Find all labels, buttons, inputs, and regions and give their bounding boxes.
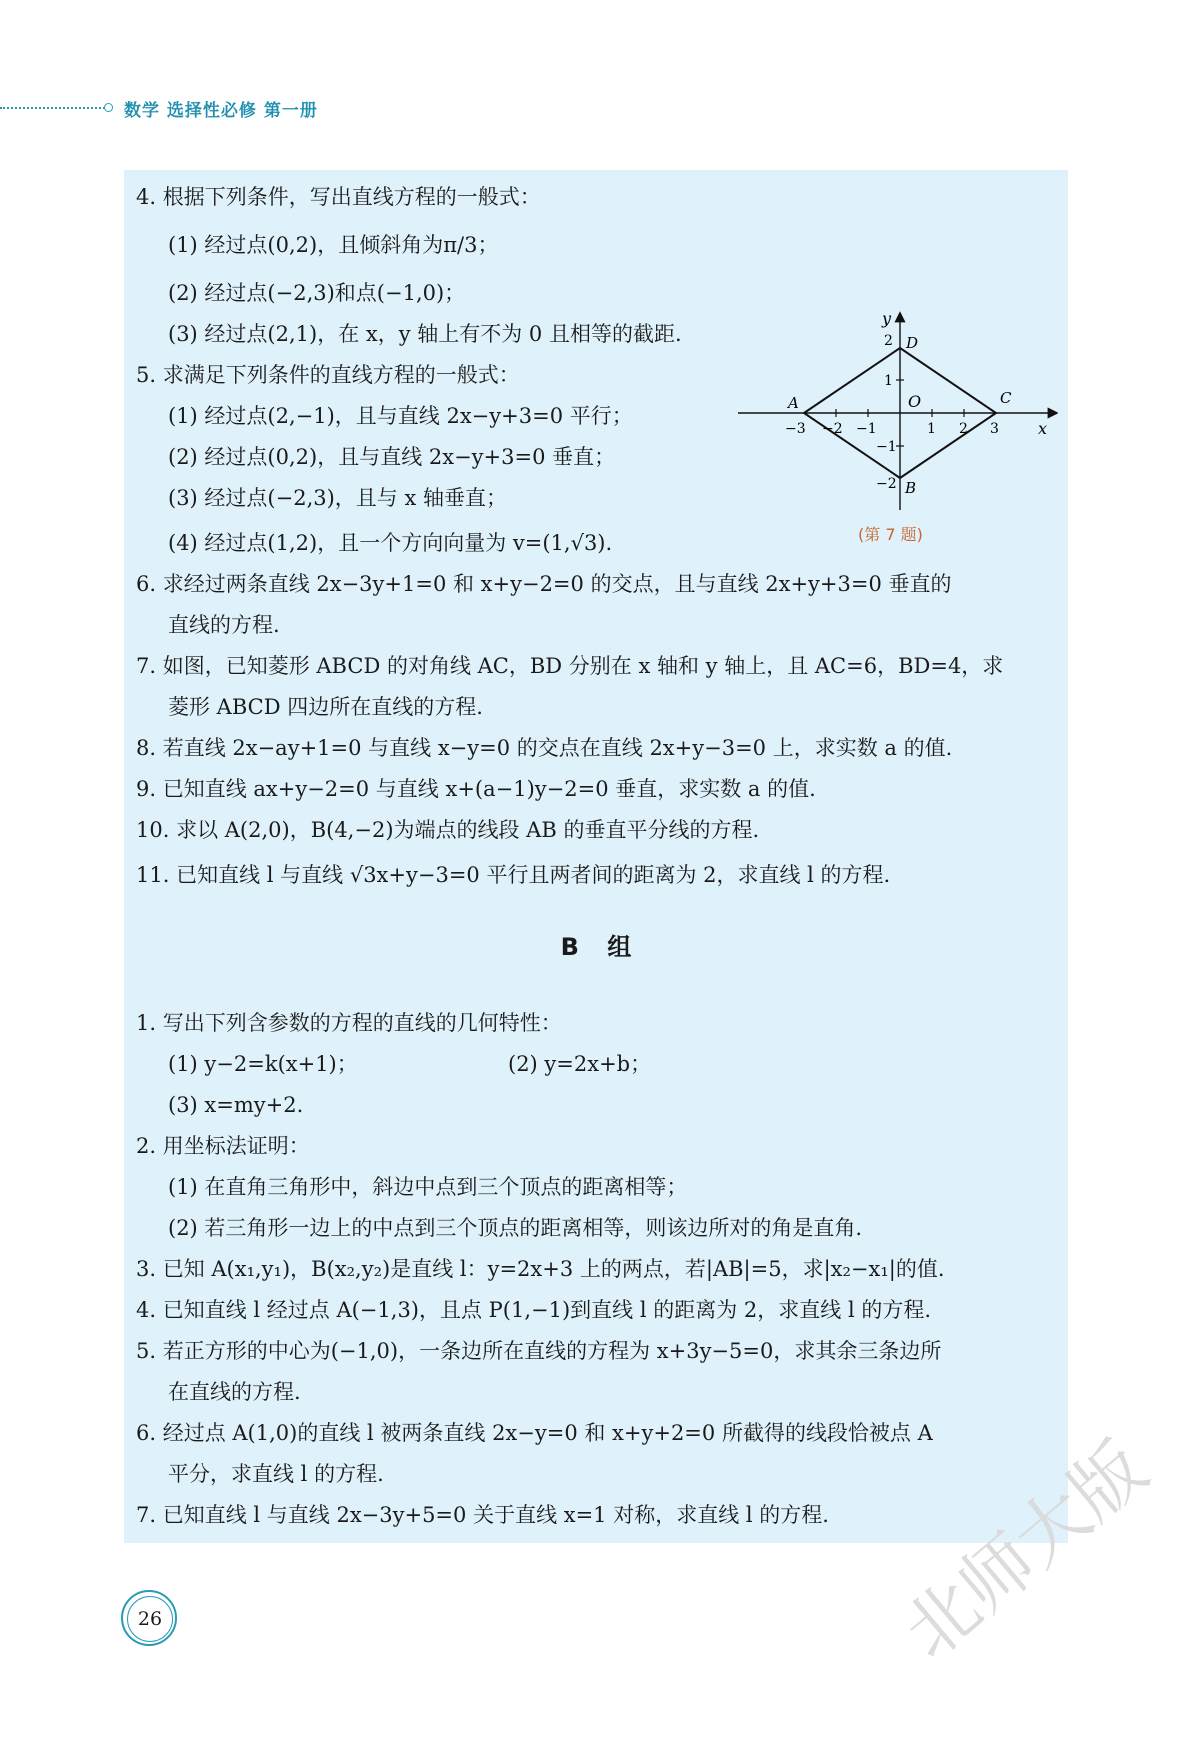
- a-q6-cont: 直线的方程.: [168, 613, 280, 637]
- a-q5-2: (2) 经过点(0,2)，且与直线 2x−y+3=0 垂直；: [168, 445, 616, 469]
- page-number: 26: [127, 1596, 173, 1642]
- origin-label: O: [908, 392, 922, 411]
- rhombus-svg: [738, 310, 1058, 555]
- x-tick-label-m3: −3: [785, 421, 806, 437]
- y-tick-label-1: 1: [884, 373, 893, 389]
- b-q2-1: (1) 在直角三角形中，斜边中点到三个顶点的距离相等；: [168, 1175, 688, 1199]
- x-tick-label-1: 1: [927, 421, 936, 437]
- a-q11: 11. 已知直线 l 与直线 √3x+y−3=0 平行且两者间的距离为 2，求直线 l 的方程.: [136, 863, 891, 887]
- a-q5: 5. 求满足下列条件的直线方程的一般式：: [136, 363, 520, 387]
- a-q4: 4. 根据下列条件，写出直线方程的一般式：: [136, 185, 541, 209]
- header-line: [0, 107, 108, 109]
- point-a-label: A: [788, 394, 799, 412]
- header-title: 数学 选择性必修 第一册: [124, 101, 318, 121]
- figure-caption: (第 7 题): [858, 525, 923, 544]
- header-dot-icon: [104, 103, 113, 112]
- b-q1-3: (3) x=my+2.: [168, 1093, 304, 1117]
- page-number-badge: [121, 1590, 177, 1646]
- b-q2: 2. 用坐标法证明：: [136, 1134, 310, 1158]
- a-q5-1: (1) 经过点(2,−1)，且与直线 2x−y+3=0 平行；: [168, 404, 633, 428]
- y-tick-label-2: 2: [884, 333, 893, 349]
- x-tick-label-3: 3: [990, 421, 999, 437]
- b-q2-2: (2) 若三角形一边上的中点到三个顶点的距离相等，则该边所对的角是直角.: [168, 1216, 863, 1240]
- b-q6-cont: 平分，求直线 l 的方程.: [168, 1462, 384, 1486]
- a-q5-4: (4) 经过点(1,2)，且一个方向向量为 v=(1,√3).: [168, 531, 613, 555]
- axis-y-label: y: [882, 310, 892, 328]
- axis-x-label: x: [1038, 419, 1048, 438]
- a-q5-3: (3) 经过点(−2,3)，且与 x 轴垂直；: [168, 486, 507, 510]
- b-q4: 4. 已知直线 l 经过点 A(−1,3)，且点 P(1,−1)到直线 l 的距离为 2，求直线 l 的方程.: [136, 1298, 932, 1322]
- b-q1: 1. 写出下列含参数的方程的直线的几何特性：: [136, 1011, 562, 1035]
- b-q1-2: (2) y=2x+b；: [508, 1052, 652, 1076]
- point-c-label: C: [1000, 389, 1012, 407]
- x-tick-label-2: 2: [959, 421, 968, 437]
- a-q10: 10. 求以 A(2,0)，B(4,−2)为端点的线段 AB 的垂直平分线的方程.: [136, 818, 760, 842]
- x-tick-label-m1: −1: [856, 421, 877, 437]
- b-q5: 5. 若正方形的中心为(−1,0)，一条边所在直线的方程为 x+3y−5=0，求其余三条边所: [136, 1339, 942, 1363]
- a-q4-2: (2) 经过点(−2,3)和点(−1,0)；: [168, 281, 466, 305]
- a-q6: 6. 求经过两条直线 2x−3y+1=0 和 x+y−2=0 的交点，且与直线 2x+y+3=0 垂直的: [136, 572, 952, 596]
- rhombus-figure: [738, 310, 1058, 555]
- a-q4-3: (3) 经过点(2,1)，在 x，y 轴上有不为 0 且相等的截距.: [168, 322, 682, 346]
- a-q4-1: (1) 经过点(0,2)，且倾斜角为π/3；: [168, 233, 499, 257]
- b-q7: 7. 已知直线 l 与直线 2x−3y+5=0 关于直线 x=1 对称，求直线 l 的方程.: [136, 1503, 829, 1527]
- watermark: 北师大版: [887, 1425, 1163, 1675]
- x-tick-label-m2: −2: [822, 421, 843, 437]
- point-d-label: D: [906, 334, 919, 352]
- y-tick-label-m1: −1: [876, 439, 897, 455]
- b-q5-cont: 在直线的方程.: [168, 1380, 301, 1404]
- y-tick-label-m2: −2: [876, 476, 897, 492]
- b-q6: 6. 经过点 A(1,0)的直线 l 被两条直线 2x−y=0 和 x+y+2=0 所截得的线段恰被点 A: [136, 1421, 933, 1445]
- b-q3: 3. 已知 A(x₁,y₁)，B(x₂,y₂)是直线 l：y=2x+3 上的两点，若|AB|=5，求|x₂−x₁|的值.: [136, 1257, 945, 1281]
- b-q1-1: (1) y−2=k(x+1)；: [168, 1052, 358, 1076]
- a-q9: 9. 已知直线 ax+y−2=0 与直线 x+(a−1)y−2=0 垂直，求实数 a 的值.: [136, 777, 816, 801]
- group-b-title: B 组: [560, 933, 632, 961]
- a-q7: 7. 如图，已知菱形 ABCD 的对角线 AC，BD 分别在 x 轴和 y 轴上，且 AC=6，BD=4，求: [136, 654, 1004, 678]
- a-q7-cont: 菱形 ABCD 四边所在直线的方程.: [168, 695, 483, 719]
- a-q8: 8. 若直线 2x−ay+1=0 与直线 x−y=0 的交点在直线 2x+y−3=0 上，求实数 a 的值.: [136, 736, 953, 760]
- point-b-label: B: [905, 479, 917, 497]
